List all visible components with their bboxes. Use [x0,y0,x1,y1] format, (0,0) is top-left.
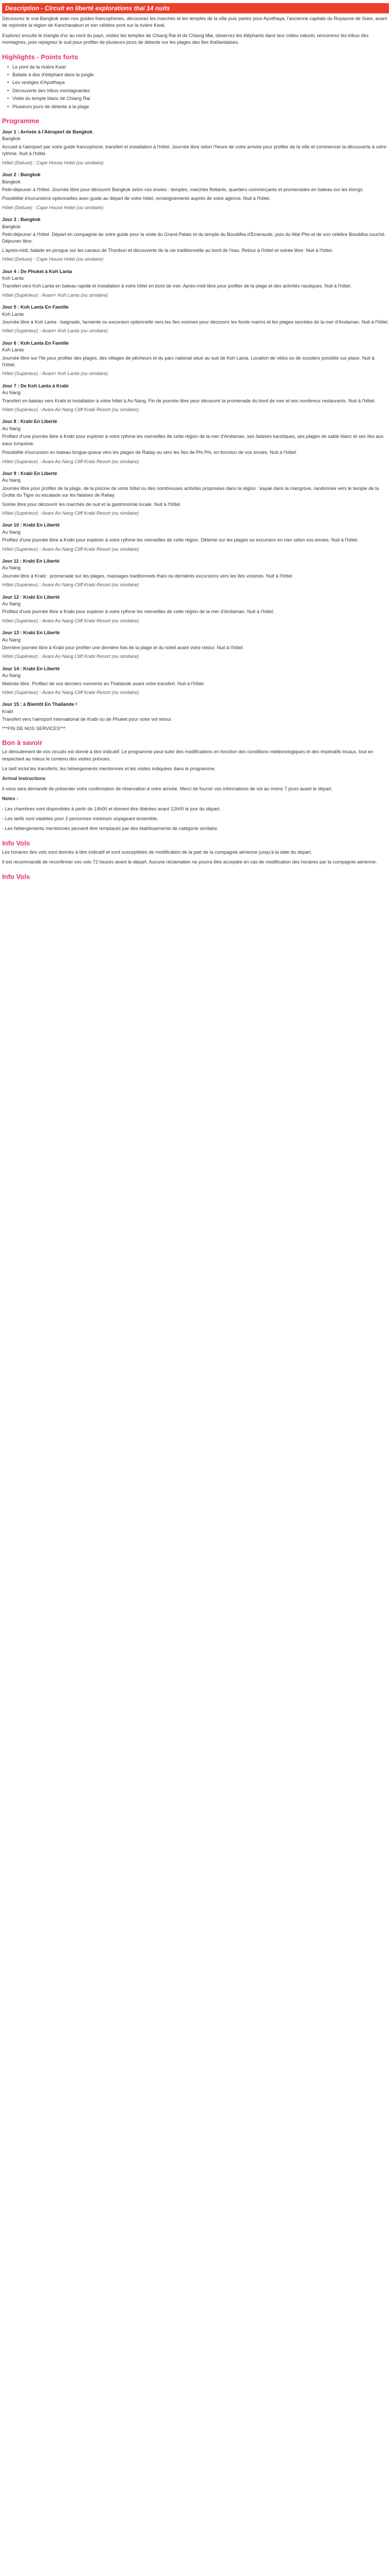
highlight-item: • Les vestiges d'Ayutthaya [7,79,389,86]
day-hotel: Hôtel (Deluxe) : Cape House Hotel (ou similaire) [2,257,104,262]
day-title: Jour 5 : Koh Lanta En Famille [2,304,69,310]
day-location: Bangkok [2,179,21,184]
day-title: Jour 15 : à Bientôt En Thaïlande ! [2,702,77,707]
day-text: ***FIN DE NOS SERVICES*** [2,725,66,731]
programme-day [2,594,389,625]
day-title: Jour 12 : Krabi En Liberté [2,594,60,600]
day-title: Jour 14 : Krabi En Liberté [2,666,60,671]
info-vols-bottom-title: Info Vols [2,872,30,880]
day-title: Jour 6 : Koh Lanta En Famille [2,340,69,346]
day-title: Jour 7 : De Koh Lanta à Krabi [2,383,69,388]
day-location: Au Nang [2,637,21,642]
day-hotel: Hôtel (Supérieur) : Avani Ao Nang Cliff Krabi Resort (ou similaire) [2,654,139,659]
programme-days [2,129,389,732]
programme-day [2,216,389,263]
notes-title: Notes : [2,796,19,802]
day-text: Possibilité d'excursions optionnelles avec guide au départ de votre hôtel, renseignements auprès de votre agence. Nuit à l'hôtel. [2,196,271,201]
day-title: Jour 13 : Krabi En Liberté [2,630,60,636]
day-title: Jour 4 : De Phuket à Koh Lanta [2,268,72,274]
programme-day [2,304,389,335]
programme-day [2,470,389,517]
day-title: Jour 1 : Arrivée à l'Aéroport de Bangkok [2,129,93,135]
day-text: Transfert vers Koh Lanta en bateau rapide et installation à votre hôtel en bord de mer. Après-midi libre pour profiter de la plage et des activités nautiques. Nuit à l'hôtel. [2,283,352,289]
day-hotel: Hôtel (Supérieur) : Avani+ Koh Lanta (ou similaire) [2,292,108,298]
note-item: - Les tarifs sont valables pour 2 personnes minimum voyageant ensemble. [2,816,158,821]
programme-day [2,666,389,697]
bon-a-savoir-paragraph: Le tarif inclut les transferts, les hébergements mentionnés et les visites indiquées dans le programme. [2,766,216,771]
intro-paragraph: Explorez ensuite le triangle d'or au nord du pays, visitez les temples de Chiang Rai et de Chiang Mai, observez les éléphants dans leur milieu naturel, rencontrez les tribus des montagnes, puis rejoignez le sud pour profiter de plusieurs jours de détente sur les plages des îles thaïlandaises. [2,32,369,45]
intro-paragraph: Découvrez le vrai Bangkok avec nos guides francophones, découvrez les marchés et les temples de la ville puis partez pour Ayutthaya, l'ancienne capitale du Royaume de Siam, avant de rejoindre la région de Kanchanaburi et son célèbre pont sur la rivière Kwaï. [2,16,387,28]
day-location: Au Nang [2,426,21,431]
day-text: Dernière journée libre à Krabi pour profiter une dernière fois de la plage et du soleil avant votre retour. Nuit à l'hôtel. [2,645,245,651]
day-text: Matinée libre. Profitez de vos derniers moments en Thaïlande avant votre transfert. Nuit à l'hôtel. [2,681,205,686]
day-hotel: Hôtel (Supérieur) : Avani Ao Nang Cliff Krabi Resort (ou similaire) [2,618,139,623]
highlight-item: • Le pont de la rivière Kwaï [7,64,389,71]
programme-day [2,172,389,211]
day-text: L'après-midi, balade en pirogue sur les canaux de Thonburi et découverte de la vie traditionnelle au bord de l'eau. Retour à l'hôtel et soirée libre. Nuit à l'hôtel. [2,247,333,253]
day-text: Petit-déjeuner à l'hôtel. Départ en compagnie de votre guide pour la visite du Grand Palais et du temple du Bouddha d'Émeraude, puis du Wat Pho et de son célèbre Bouddha couché. Déjeuner libre. [2,231,386,244]
day-hotel: Hôtel (Supérieur) : Avani Ao Nang Cliff Krabi Resort (ou similaire) [2,690,139,696]
day-hotel: Hôtel (Supérieur) : Avani Ao Nang Cliff Krabi Resort (ou similaire) [2,459,139,464]
day-hotel: Hôtel (Supérieur) : Avani+ Koh Lanta (ou similaire) [2,371,108,377]
highlights-list [2,64,389,110]
programme-day [2,383,389,414]
day-location: Au Nang [2,529,21,535]
day-title: Jour 10 : Krabi En Liberté [2,522,60,528]
day-text: Profitez d'une journée libre à Krabi pour explorer à votre rythme les merveilles de cette région. Détente sur les plages ou excursion en mer selon vos envies. Nuit à l'hôtel. [2,537,359,543]
day-location: Au Nang [2,390,21,396]
day-location: Krabi [2,708,13,714]
day-text: Transfert vers l'aéroport international de Krabi ou de Phuket pour votre vol retour. [2,717,172,722]
day-text: Profitez d'une journée libre à Krabi pour explorer à votre rythme les merveilles de cette région de la mer d'Andaman, ses falaises karstiques, ses plages de sable blanc et ses îles aux eaux turquoise. [2,434,384,446]
day-location: Koh Lanta [2,311,24,317]
bon-a-savoir-title: Bon à savoir [2,739,43,747]
day-text: Profitez d'une journée libre à Krabi pour explorer à votre rythme les merveilles de cette région de la mer d'Andaman. Nuit à l'hôtel. [2,609,274,615]
day-location: Au Nang [2,478,21,483]
day-location: Bangkok [2,136,21,142]
programme-day [2,418,389,465]
highlight-item: • Visite du temple blanc de Chiang Rai [7,95,389,102]
day-text: Journée libre pour profiter de la plage, de la piscine de votre hôtel ou des nombreuses activités proposées dans la région : kayak dans la mangrove, randonnée vers le temple de la Grotte du Tigre ou escalade sur les falaises de Railay. [2,485,379,498]
programme-day [2,340,389,378]
info-vols-title: Info Vols [2,839,30,847]
day-text: Soirée libre pour découvrir les marchés de nuit et la gastronomie locale. Nuit à l'hôtel. [2,501,182,507]
programme-day [2,268,389,299]
arrival-label: Arrival Instructions [2,776,46,782]
day-location: Koh Lanta [2,347,24,353]
programme-title: Programme [2,117,40,125]
day-text: Journée libre à Krabi : promenade sur les plages, massages traditionnels thaïs ou dernières excursions vers les îles voisines. Nuit à l'hôtel. [2,573,294,579]
day-title: Jour 9 : Krabi En Liberté [2,470,57,476]
day-location: Au Nang [2,673,21,679]
day-text: Journée libre à Koh Lanta : baignade, farniente ou excursion optionnelle vers les îles voisines pour découvrir les fonds marins et les plages secrètes de la mer d'Andaman. Nuit à l'hôtel. [2,319,389,325]
day-hotel: Hôtel (Supérieur) : Avani Ao Nang Cliff Krabi Resort (ou similaire) [2,510,139,516]
arrival-text: Il vous sera demandé de présenter votre confirmation de réservation à votre arrivée. Merci de fournir vos informations de vol au moins 7 jours avant le départ. [2,786,333,791]
bon-a-savoir-paragraph: Le déroulement de vos circuits est donné à titre indicatif. Le programme peut subir des modifications en fonction des conditions météorologiques et des impératifs locaux, tout en respectant au mieux le contenu des visites prévues. [2,749,373,761]
day-hotel: Hôtel (Supérieur) : Avani Ao Nang Cliff Krabi Resort (ou similaire) [2,407,139,413]
day-hotel: Hôtel (Supérieur) : Avani Ao Nang Cliff Krabi Resort (ou similaire) [2,546,139,552]
day-title: Jour 2 : Bangkok [2,172,41,178]
day-hotel: Hôtel (Supérieur) : Avani+ Koh Lanta (ou similaire) [2,328,108,334]
highlight-item: • Découverte des tribus montagnardes [7,88,389,94]
day-location: Au Nang [2,565,21,571]
programme-day [2,630,389,660]
day-text: Possibilité d'excursion en bateau longue-queue vers les plages de Railay ou vers les îles de Phi Phi, en fonction de vos envies. Nuit à l'hôtel. [2,450,297,455]
programme-day [2,558,389,589]
highlight-item: • Plusieurs jours de détente à la plage [7,104,389,110]
programme-day [2,129,389,166]
day-hotel: Hôtel (Supérieur) : Avani Ao Nang Cliff Krabi Resort (ou similaire) [2,582,139,588]
day-title: Jour 11 : Krabi En Liberté [2,558,60,564]
day-text: Transfert en bateau vers Krabi et installation à votre hôtel à Ao Nang. Fin de journée libre pour découvrir la promenade du bord de mer et ses nombreux restaurants. Nuit à l'hôtel. [2,398,376,403]
programme-day [2,701,389,732]
highlights-title: Highlights - Points forts [2,53,78,61]
programme-day [2,522,389,553]
day-location: Koh Lanta [2,275,24,281]
note-item: - Les hébergements mentionnés peuvent être remplacés par des établissements de catégorie similaire. [2,826,219,832]
day-hotel: Hôtel (Deluxe) : Cape House Hotel (ou similaire) [2,160,104,165]
highlight-item: • Balade à dos d'éléphant dans la jungle [7,72,389,78]
info-vols-paragraph: Les horaires des vols sont donnés à titre indicatif et sont susceptibles de modification de la part de la compagnie aérienne jusqu'à la date du départ. [2,849,312,855]
day-text: Journée libre sur l'île pour profiter des plages, des villages de pêcheurs et du parc national situé au sud de Koh Lanta. Location de vélos ou de scooters possible sur place. Nuit à l'hôtel. [2,355,374,368]
note-item: - Les chambres sont disponibles à partir de 14h00 et doivent être libérées avant 12h00 le jour du départ. [2,806,221,811]
day-location: Au Nang [2,601,21,606]
day-title: Jour 8 : Krabi En Liberté [2,419,57,425]
day-location: Bangkok [2,224,21,229]
info-vols-paragraph: Il est recommandé de reconfirmer vos vols 72 heures avant le départ. Aucune réclamation ne pourra être acceptée en cas de modification des horaires par la compagnie aérienne. [2,859,377,865]
description-header: Description - Circuit en liberté explorations thaï 14 nuits [2,3,389,13]
day-title: Jour 3 : Bangkok [2,217,41,223]
day-text: Petit-déjeuner à l'hôtel. Journée libre pour découvrir Bangkok selon vos envies : temples, marchés flottants, quartiers commerçants et promenades en bateau sur les klongs. [2,187,364,192]
day-hotel: Hôtel (Deluxe) : Cape House Hotel (ou similaire) [2,205,104,210]
day-text: Accueil à l'aéroport par votre guide francophone, transfert et installation à l'hôtel. Journée libre selon l'heure de votre arrivée pour profiter de la ville et commencer la découverte à votre rythme. Nuit à l'hôtel. [2,144,387,157]
